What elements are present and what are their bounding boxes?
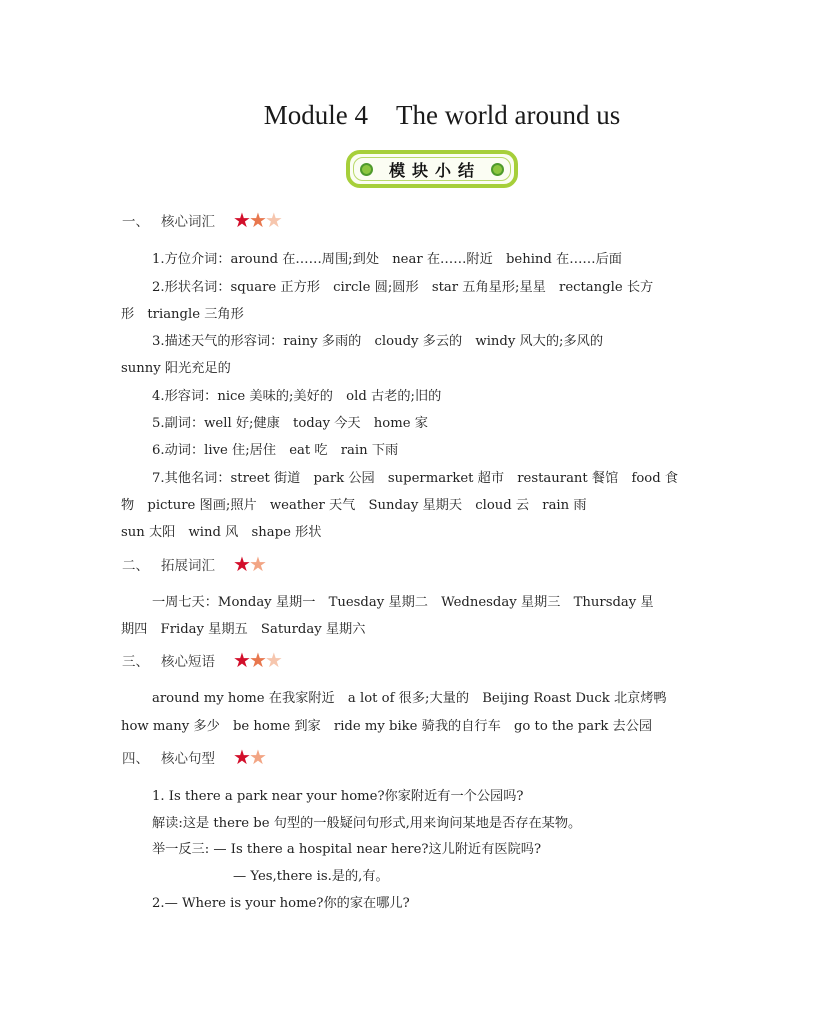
difficulty-stars	[233, 210, 281, 230]
text-line: around my home 在我家附近 a lot of 很多;大量的 Beijing Roast Duck 北京烤鸭	[152, 691, 667, 706]
green-dot-icon	[491, 163, 504, 176]
star-icon: ★	[248, 648, 267, 672]
difficulty-stars	[233, 747, 265, 767]
text-line: 解读:这是 there be 句型的一般疑问句形式,用来询问某地是否存在某物。	[152, 816, 582, 831]
star-icon: ★	[248, 552, 267, 576]
section-heading-core-vocabulary: 一、 核心词汇 ★ ★ ★	[122, 208, 283, 232]
text-line: 1.方位介词：around 在……周围;到处 near 在……附近 behind 在……后面	[152, 252, 622, 267]
text-line: 一周七天：Monday 星期一 Tuesday 星期二 Wednesday 星期三 Thursday 星	[152, 595, 654, 610]
star-icon: ★	[264, 648, 283, 672]
text-line: 6.动词：live 住;居住 eat 吃 rain 下雨	[152, 443, 399, 458]
module-number: Module 4	[263, 100, 369, 130]
text-line: 7.其他名词：street 街道 park 公园 supermarket 超市 restaurant 餐馆 food 食	[152, 471, 679, 486]
text-line: 举一反三: — Is there a hospital near here?这儿附近有医院吗?	[152, 842, 542, 857]
section-heading-core-sentences: 四、 核心句型 ★ ★	[122, 745, 267, 769]
text-line: sun 太阳 wind 风 shape 形状	[121, 525, 322, 540]
text-line: — Yes,there is.是的,有。	[233, 869, 389, 884]
star-icon: ★	[233, 552, 251, 576]
module-summary-badge	[346, 150, 518, 188]
page-title	[0, 100, 832, 131]
green-dot-icon	[360, 163, 373, 176]
module-name: The world around us	[396, 100, 621, 130]
star-icon: ★	[233, 745, 251, 769]
text-line: 形 triangle 三角形	[121, 307, 244, 322]
text-line: 2.形状名词：square 正方形 circle 圆;圆形 star 五角星形;星星 rectangle 长方	[152, 280, 654, 295]
badge-label: 模块小结	[388, 160, 481, 180]
star-icon: ★	[248, 208, 267, 232]
text-line: sunny 阳光充足的	[121, 361, 231, 376]
text-line: 期四 Friday 星期五 Saturday 星期六	[121, 622, 366, 637]
text-line: 物 picture 图画;照片 weather 天气 Sunday 星期天 cloud 云 rain 雨	[121, 498, 587, 513]
star-icon: ★	[233, 208, 251, 232]
difficulty-stars	[233, 650, 281, 670]
text-line: how many 多少 be home 到家 ride my bike 骑我的自行车 go to the park 去公园	[121, 719, 653, 734]
difficulty-stars	[233, 554, 265, 574]
star-icon: ★	[233, 648, 251, 672]
text-line: 1. Is there a park near your home?你家附近有一个公园吗?	[152, 789, 524, 804]
section-heading-core-phrases: 三、 核心短语 ★ ★ ★	[122, 648, 283, 672]
section-heading-extended-vocabulary: 二、 拓展词汇 ★ ★	[122, 552, 267, 576]
text-line: 4.形容词：nice 美味的;美好的 old 古老的;旧的	[152, 389, 442, 404]
text-line: 2.— Where is your home?你的家在哪儿?	[152, 896, 410, 911]
star-icon: ★	[264, 208, 283, 232]
text-line: 3.描述天气的形容词：rainy 多雨的 cloudy 多云的 windy 风大的;多风的	[152, 334, 604, 349]
text-line: 5.副词：well 好;健康 today 今天 home 家	[152, 416, 428, 431]
star-icon: ★	[248, 745, 267, 769]
